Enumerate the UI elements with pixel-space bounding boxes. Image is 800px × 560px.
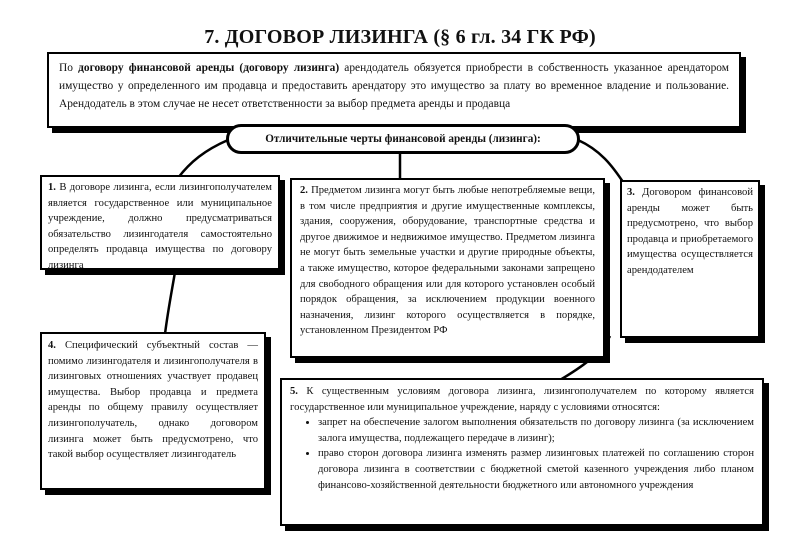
connector-1: [178, 140, 228, 178]
feature-number: 4.: [48, 340, 56, 351]
feature-number: 2.: [300, 185, 308, 196]
feature-text: Предметом лизинга могут быть любые непотребляемые вещи, в том числе предприятия и другие имущественные комплексы, здания, сооружения, оборудование, транспортные средства и другое движимое и недвижимое имущество. Предметом лизинга не могут быть земельные участки и другие природные объекты, а также имущество, которое федеральными законами запрещено для свободного обращения или для которого установлен особый порядок обращения, за исключением продукции военного назначения, лизинг которого осуществляется в порядке, установленном Президентом РФ: [300, 185, 596, 337]
feature-text: К существенным условиям договора лизинга, лизингополучателем по которому является государственное или муниципальное учреждение, наряду с условиями относятся:: [290, 386, 754, 413]
feature-number: 5.: [290, 386, 298, 397]
list-item: • запрет на обеспечение залогом выполнения обязательств по договору лизинга (за исключением залога имущества, подлежащего передаче в лизинг);: [318, 415, 754, 446]
definition-term: договору финансовой аренды (договору лизинга): [78, 62, 340, 74]
feature-box-2: [290, 178, 605, 358]
page-title: 7. ДОГОВОР ЛИЗИНГА (§ 6 гл. 34 ГК РФ): [204, 26, 596, 48]
feature-box-1: [40, 175, 280, 270]
conditions-list: [290, 415, 754, 493]
feature-box-4: [40, 332, 266, 490]
connector-4: [165, 272, 175, 334]
feature-number: 3.: [627, 187, 635, 198]
definition-prefix: По: [59, 62, 79, 74]
feature-box-5: [280, 378, 764, 526]
definition-text: арендодатель обязуется приобрести в собственность указанное арендатором имущество у определенного им продавца и предоставить арендатору это имущество за плату во временное владение и пользование. Арендодатель в этом случае не несет ответственности за выбор предмета аренды и продавца: [59, 62, 729, 110]
feature-text: Договором финансовой аренды может быть предусмотрено, что выбор продавца и приобретаемого имущества осуществляется арендодателем: [627, 187, 753, 276]
definition-box: [47, 52, 741, 128]
feature-box-3: [620, 180, 760, 338]
features-heading: Отличительные черты финансовой аренды (лизинга):: [226, 124, 580, 154]
feature-text: В договоре лизинга, если лизингополучателем является государственное или муниципальное учреждение, должно предусматриваться обязательство лизингодателя самостоятельно определять продавца имущества по договору лизинга: [48, 182, 272, 271]
feature-number: 1.: [48, 182, 56, 193]
list-item: • право сторон договора лизинга изменять размер лизинговых платежей по соглашению сторон договора лизинга в соответствии с бюджетной сметой казенного учреждения либо планом финансово-хозяйственной деятельности бюджетного или автономного учреждения: [318, 446, 754, 493]
feature-text: Специфический субъектный состав — помимо лизингодателя и лизингополучателя в лизинговых отношениях участвует продавец имущества. Выбор продавца и предмета аренды по общему правилу осуществляет лизингополучатель, однако договором лизинга может быть предусмотрено, что такой выбор осуществляет лизингодатель: [48, 340, 258, 461]
